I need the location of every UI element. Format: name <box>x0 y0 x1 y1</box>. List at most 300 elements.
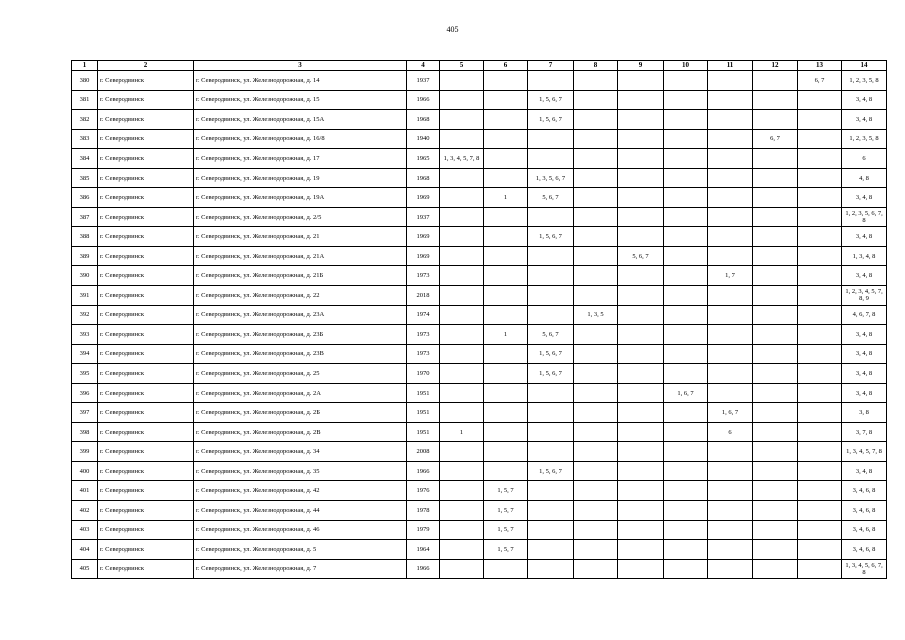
code-cell <box>664 501 708 521</box>
code-cell <box>574 520 618 540</box>
code-cell <box>798 129 842 149</box>
code-cell <box>574 442 618 462</box>
code-cell <box>708 305 753 325</box>
code-cell: 3, 4, 8 <box>842 344 887 364</box>
code-cell: 3, 4, 8 <box>842 461 887 481</box>
table-row <box>72 325 887 345</box>
address-cell: г. Северодвинск, ул. Железнодорожная, д. 19 <box>194 168 407 188</box>
code-cell <box>618 520 664 540</box>
code-cell <box>753 540 798 560</box>
code-cell <box>798 364 842 384</box>
year-cell: 1966 <box>407 90 440 110</box>
column-header: 9 <box>618 61 664 71</box>
code-cell <box>484 246 528 266</box>
column-header: 2 <box>98 61 194 71</box>
code-cell <box>664 207 708 227</box>
address-cell: г. Северодвинск, ул. Железнодорожная, д. 22 <box>194 286 407 306</box>
code-cell: 3, 4, 8 <box>842 266 887 286</box>
code-cell <box>708 501 753 521</box>
code-cell: 1, 3, 4, 5, 7, 8 <box>440 149 484 169</box>
code-cell <box>753 149 798 169</box>
code-cell <box>484 129 528 149</box>
code-cell <box>798 461 842 481</box>
code-cell <box>574 110 618 130</box>
table-row <box>72 71 887 91</box>
year-cell: 1973 <box>407 266 440 286</box>
code-cell <box>440 90 484 110</box>
city-cell: г. Северодвинск <box>98 71 194 91</box>
year-cell: 1973 <box>407 344 440 364</box>
code-cell: 3, 4, 6, 8 <box>842 501 887 521</box>
code-cell <box>753 188 798 208</box>
code-cell <box>440 305 484 325</box>
row-number: 394 <box>72 344 98 364</box>
row-number: 405 <box>72 559 98 579</box>
row-number: 397 <box>72 403 98 423</box>
housing-table <box>71 60 887 579</box>
code-cell <box>753 344 798 364</box>
code-cell <box>708 71 753 91</box>
code-cell: 1 <box>440 422 484 442</box>
code-cell <box>664 149 708 169</box>
code-cell <box>440 207 484 227</box>
code-cell <box>484 207 528 227</box>
code-cell: 1, 5, 7 <box>484 540 528 560</box>
table-row <box>72 286 887 306</box>
code-cell: 3, 4, 8 <box>842 364 887 384</box>
address-cell: г. Северодвинск, ул. Железнодорожная, д. 34 <box>194 442 407 462</box>
table-row <box>72 246 887 266</box>
row-number: 383 <box>72 129 98 149</box>
address-cell: г. Северодвинск, ул. Железнодорожная, д. 21Б <box>194 266 407 286</box>
code-cell <box>664 90 708 110</box>
code-cell <box>708 520 753 540</box>
address-cell: г. Северодвинск, ул. Железнодорожная, д. 23А <box>194 305 407 325</box>
address-cell: г. Северодвинск, ул. Железнодорожная, д. 21 <box>194 227 407 247</box>
code-cell <box>798 227 842 247</box>
city-cell: г. Северодвинск <box>98 344 194 364</box>
address-cell: г. Северодвинск, ул. Железнодорожная, д. 2/5 <box>194 207 407 227</box>
code-cell <box>440 246 484 266</box>
code-cell: 6 <box>708 422 753 442</box>
code-cell <box>753 461 798 481</box>
code-cell <box>798 266 842 286</box>
code-cell <box>574 461 618 481</box>
year-cell: 1940 <box>407 129 440 149</box>
code-cell <box>664 286 708 306</box>
code-cell: 3, 4, 6, 8 <box>842 540 887 560</box>
code-cell <box>618 305 664 325</box>
city-cell: г. Северодвинск <box>98 168 194 188</box>
city-cell: г. Северодвинск <box>98 501 194 521</box>
table-row <box>72 207 887 227</box>
row-number: 380 <box>72 71 98 91</box>
code-cell <box>753 305 798 325</box>
code-cell <box>618 481 664 501</box>
row-number: 393 <box>72 325 98 345</box>
code-cell: 3, 4, 8 <box>842 188 887 208</box>
code-cell <box>664 110 708 130</box>
table-row <box>72 188 887 208</box>
code-cell <box>798 422 842 442</box>
code-cell <box>708 559 753 579</box>
address-cell: г. Северодвинск, ул. Железнодорожная, д. 23В <box>194 344 407 364</box>
code-cell: 1, 5, 7 <box>484 501 528 521</box>
code-cell <box>440 442 484 462</box>
code-cell <box>618 266 664 286</box>
code-cell <box>618 168 664 188</box>
city-cell: г. Северодвинск <box>98 286 194 306</box>
code-cell <box>528 207 574 227</box>
city-cell: г. Северодвинск <box>98 149 194 169</box>
year-cell: 1970 <box>407 364 440 384</box>
code-cell: 5, 6, 7 <box>618 246 664 266</box>
row-number: 392 <box>72 305 98 325</box>
code-cell <box>618 559 664 579</box>
city-cell: г. Северодвинск <box>98 364 194 384</box>
code-cell <box>664 559 708 579</box>
column-header: 1 <box>72 61 98 71</box>
code-cell: 3, 4, 6, 8 <box>842 520 887 540</box>
code-cell <box>664 305 708 325</box>
code-cell <box>664 364 708 384</box>
code-cell <box>574 540 618 560</box>
code-cell <box>440 559 484 579</box>
address-cell: г. Северодвинск, ул. Железнодорожная, д. 14 <box>194 71 407 91</box>
code-cell <box>618 325 664 345</box>
city-cell: г. Северодвинск <box>98 540 194 560</box>
table-row <box>72 520 887 540</box>
table-row <box>72 559 887 579</box>
code-cell: 6, 7 <box>798 71 842 91</box>
code-cell: 1, 5, 6, 7 <box>528 227 574 247</box>
code-cell <box>798 188 842 208</box>
code-cell: 3, 8 <box>842 403 887 423</box>
city-cell: г. Северодвинск <box>98 110 194 130</box>
code-cell: 1, 5, 6, 7 <box>528 90 574 110</box>
code-cell <box>708 286 753 306</box>
address-cell: г. Северодвинск, ул. Железнодорожная, д. 23Б <box>194 325 407 345</box>
code-cell <box>528 403 574 423</box>
year-cell: 1966 <box>407 461 440 481</box>
code-cell <box>753 110 798 130</box>
code-cell <box>484 364 528 384</box>
code-cell <box>753 383 798 403</box>
table-row <box>72 266 887 286</box>
code-cell <box>753 90 798 110</box>
code-cell <box>528 286 574 306</box>
address-cell: г. Северодвинск, ул. Железнодорожная, д. 5 <box>194 540 407 560</box>
code-cell <box>798 110 842 130</box>
code-cell <box>798 383 842 403</box>
code-cell <box>708 442 753 462</box>
code-cell <box>484 90 528 110</box>
code-cell <box>753 246 798 266</box>
address-cell: г. Северодвинск, ул. Железнодорожная, д. 16/8 <box>194 129 407 149</box>
code-cell: 3, 4, 8 <box>842 90 887 110</box>
code-cell <box>440 481 484 501</box>
code-cell <box>484 344 528 364</box>
city-cell: г. Северодвинск <box>98 461 194 481</box>
code-cell <box>664 246 708 266</box>
code-cell <box>753 168 798 188</box>
row-number: 386 <box>72 188 98 208</box>
code-cell <box>798 344 842 364</box>
page-number: 405 <box>446 25 459 34</box>
code-cell <box>484 559 528 579</box>
year-cell: 1968 <box>407 168 440 188</box>
code-cell: 3, 7, 8 <box>842 422 887 442</box>
column-header: 8 <box>574 61 618 71</box>
code-cell: 1, 7 <box>708 266 753 286</box>
row-number: 402 <box>72 501 98 521</box>
code-cell <box>664 442 708 462</box>
code-cell <box>440 344 484 364</box>
row-number: 391 <box>72 286 98 306</box>
code-cell: 1 <box>484 325 528 345</box>
code-cell: 1, 2, 3, 4, 5, 7, 8, 9 <box>842 286 887 306</box>
year-cell: 1951 <box>407 403 440 423</box>
year-cell: 1969 <box>407 227 440 247</box>
code-cell: 5, 6, 7 <box>528 188 574 208</box>
code-cell <box>574 129 618 149</box>
year-cell: 2018 <box>407 286 440 306</box>
year-cell: 1969 <box>407 246 440 266</box>
code-cell <box>798 501 842 521</box>
code-cell <box>574 188 618 208</box>
table-body <box>72 71 887 579</box>
code-cell <box>574 383 618 403</box>
code-cell <box>798 403 842 423</box>
code-cell: 3, 4, 8 <box>842 325 887 345</box>
table-row <box>72 442 887 462</box>
code-cell <box>528 520 574 540</box>
row-number: 385 <box>72 168 98 188</box>
table-row <box>72 422 887 442</box>
year-cell: 1965 <box>407 149 440 169</box>
table-row <box>72 149 887 169</box>
code-cell <box>484 422 528 442</box>
code-cell <box>574 403 618 423</box>
code-cell <box>618 110 664 130</box>
year-cell: 2008 <box>407 442 440 462</box>
table-row <box>72 501 887 521</box>
code-cell <box>484 266 528 286</box>
code-cell <box>798 305 842 325</box>
year-cell: 1968 <box>407 110 440 130</box>
code-cell <box>528 149 574 169</box>
code-cell <box>484 305 528 325</box>
year-cell: 1966 <box>407 559 440 579</box>
code-cell <box>618 227 664 247</box>
city-cell: г. Северодвинск <box>98 266 194 286</box>
address-cell: г. Северодвинск, ул. Железнодорожная, д. 44 <box>194 501 407 521</box>
table-row <box>72 168 887 188</box>
code-cell: 3, 4, 8 <box>842 227 887 247</box>
city-cell: г. Северодвинск <box>98 305 194 325</box>
code-cell <box>574 71 618 91</box>
address-cell: г. Северодвинск, ул. Железнодорожная, д. 46 <box>194 520 407 540</box>
code-cell <box>618 149 664 169</box>
code-cell <box>798 540 842 560</box>
row-number: 404 <box>72 540 98 560</box>
code-cell <box>574 168 618 188</box>
code-cell <box>618 403 664 423</box>
code-cell <box>574 207 618 227</box>
code-cell <box>708 383 753 403</box>
code-cell: 1, 3, 5, 6, 7 <box>528 168 574 188</box>
code-cell <box>798 90 842 110</box>
code-cell <box>798 520 842 540</box>
code-cell <box>798 325 842 345</box>
code-cell <box>664 422 708 442</box>
city-cell: г. Северодвинск <box>98 403 194 423</box>
code-cell <box>753 403 798 423</box>
code-cell <box>708 461 753 481</box>
code-cell <box>574 422 618 442</box>
code-cell: 1, 2, 3, 5, 8 <box>842 129 887 149</box>
code-cell <box>798 286 842 306</box>
code-cell <box>664 540 708 560</box>
year-cell: 1978 <box>407 501 440 521</box>
code-cell <box>440 520 484 540</box>
code-cell <box>528 501 574 521</box>
code-cell <box>440 540 484 560</box>
address-cell: г. Северодвинск, ул. Железнодорожная, д. 21А <box>194 246 407 266</box>
column-header: 3 <box>194 61 407 71</box>
code-cell <box>484 286 528 306</box>
code-cell <box>753 422 798 442</box>
code-cell <box>664 481 708 501</box>
code-cell <box>484 227 528 247</box>
code-cell <box>664 266 708 286</box>
year-cell: 1964 <box>407 540 440 560</box>
code-cell <box>484 403 528 423</box>
code-cell: 1, 6, 7 <box>708 403 753 423</box>
code-cell <box>440 403 484 423</box>
code-cell: 6, 7 <box>753 129 798 149</box>
row-number: 396 <box>72 383 98 403</box>
code-cell <box>618 129 664 149</box>
column-header: 11 <box>708 61 753 71</box>
code-cell <box>440 71 484 91</box>
code-cell <box>574 286 618 306</box>
address-cell: г. Северодвинск, ул. Железнодорожная, д. 25 <box>194 364 407 384</box>
column-header: 5 <box>440 61 484 71</box>
code-cell <box>574 364 618 384</box>
table-row <box>72 227 887 247</box>
code-cell <box>618 364 664 384</box>
code-cell <box>798 246 842 266</box>
code-cell <box>664 325 708 345</box>
code-cell: 3, 4, 6, 8 <box>842 481 887 501</box>
code-cell <box>440 168 484 188</box>
row-number: 384 <box>72 149 98 169</box>
code-cell: 1, 5, 7 <box>484 520 528 540</box>
code-cell <box>440 188 484 208</box>
code-cell <box>753 442 798 462</box>
row-number: 395 <box>72 364 98 384</box>
code-cell <box>708 110 753 130</box>
table-row <box>72 403 887 423</box>
city-cell: г. Северодвинск <box>98 246 194 266</box>
column-header: 6 <box>484 61 528 71</box>
year-cell: 1974 <box>407 305 440 325</box>
code-cell <box>708 227 753 247</box>
address-cell: г. Северодвинск, ул. Железнодорожная, д. 15А <box>194 110 407 130</box>
code-cell <box>484 71 528 91</box>
code-cell <box>798 168 842 188</box>
code-cell <box>708 129 753 149</box>
year-cell: 1951 <box>407 383 440 403</box>
code-cell: 3, 4, 8 <box>842 110 887 130</box>
code-cell <box>528 442 574 462</box>
code-cell <box>440 364 484 384</box>
code-cell <box>484 383 528 403</box>
column-header: 4 <box>407 61 440 71</box>
table-row <box>72 90 887 110</box>
code-cell <box>708 168 753 188</box>
code-cell <box>574 149 618 169</box>
code-cell: 1, 3, 4, 8 <box>842 246 887 266</box>
row-number: 387 <box>72 207 98 227</box>
code-cell <box>753 71 798 91</box>
code-cell: 1, 5, 6, 7 <box>528 364 574 384</box>
row-number: 389 <box>72 246 98 266</box>
city-cell: г. Северодвинск <box>98 90 194 110</box>
code-cell <box>708 540 753 560</box>
code-cell <box>440 227 484 247</box>
code-cell <box>708 188 753 208</box>
header-row <box>72 61 887 71</box>
code-cell <box>440 501 484 521</box>
code-cell <box>440 383 484 403</box>
code-cell <box>664 461 708 481</box>
code-cell <box>618 422 664 442</box>
address-cell: г. Северодвинск, ул. Железнодорожная, д. 7 <box>194 559 407 579</box>
table-row <box>72 540 887 560</box>
code-cell: 1, 3, 4, 5, 6, 7, 8 <box>842 559 887 579</box>
code-cell <box>798 559 842 579</box>
code-cell <box>440 110 484 130</box>
row-number: 381 <box>72 90 98 110</box>
city-cell: г. Северодвинск <box>98 442 194 462</box>
code-cell <box>618 344 664 364</box>
code-cell <box>753 364 798 384</box>
code-cell: 1, 3, 5 <box>574 305 618 325</box>
code-cell: 5, 6, 7 <box>528 325 574 345</box>
row-number: 390 <box>72 266 98 286</box>
code-cell <box>664 168 708 188</box>
code-cell <box>528 305 574 325</box>
code-cell <box>618 188 664 208</box>
code-cell <box>574 325 618 345</box>
year-cell: 1937 <box>407 207 440 227</box>
table-row <box>72 481 887 501</box>
code-cell <box>798 481 842 501</box>
code-cell <box>664 227 708 247</box>
row-number: 398 <box>72 422 98 442</box>
table-row <box>72 305 887 325</box>
code-cell <box>708 325 753 345</box>
city-cell: г. Северодвинск <box>98 227 194 247</box>
address-cell: г. Северодвинск, ул. Железнодорожная, д. 17 <box>194 149 407 169</box>
code-cell: 1, 2, 3, 5, 6, 7, 8 <box>842 207 887 227</box>
column-header: 13 <box>798 61 842 71</box>
city-cell: г. Северодвинск <box>98 520 194 540</box>
table-row <box>72 110 887 130</box>
address-cell: г. Северодвинск, ул. Железнодорожная, д. 35 <box>194 461 407 481</box>
